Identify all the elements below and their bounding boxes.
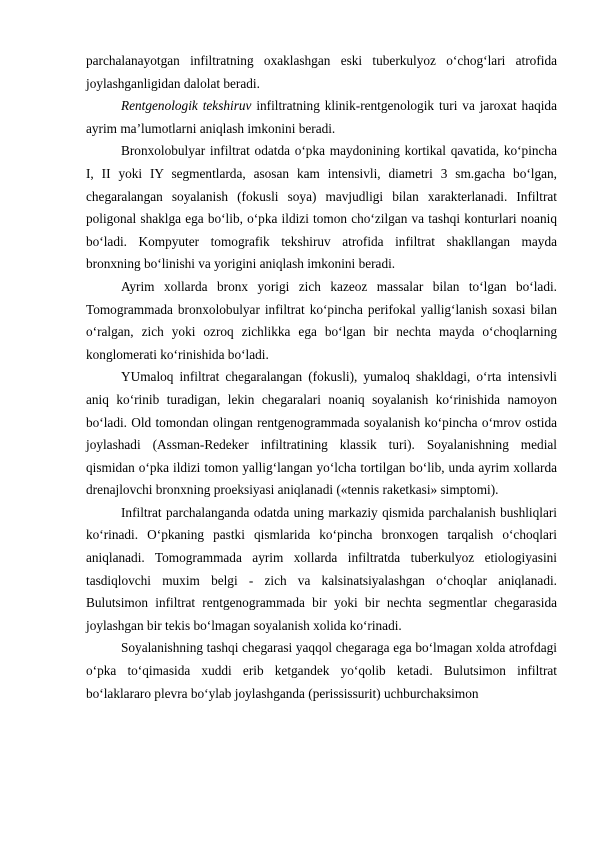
- paragraph-text: infiltratning klinik-rentgenologik turi va jaroxat haqida ayrim ma’lumotlarni aniqlash imkonini beradi.: [86, 98, 557, 136]
- paragraph-bronxolobulyar: [86, 140, 557, 276]
- paragraph-rentgenologik-tekshiruv: [86, 95, 557, 140]
- paragraph-italic-lead: Rentgenologik tekshiruv: [121, 98, 252, 114]
- document-page: [86, 50, 557, 705]
- paragraph-text: parchalanayotgan infiltratning oxaklashgan eski tuberkulyoz o‘chog‘lari atrofida joylashganligidan dalolat beradi.: [86, 53, 557, 91]
- paragraph-yumaloq-infiltrat: [86, 366, 557, 502]
- paragraph-text: Bronxolobulyar infiltrat odatda o‘pka maydonining kortikal qavatida, ko‘pincha I, II yoki IY segmentlarda, asosan kam intensivli, diametri 3 sm.gacha bo‘lgan, chegaralangan soyalanish (fokusli soya) mavjudligi bilan xarakterlanadi. Infiltrat poligonal shaklga ega bo‘lib, o‘pka ildizi tomon cho‘zilgan va tashqi konturlari noaniq bo‘ladi. Kompyuter tomografik tekshiruv atrofida infiltrat shakllangan mayda bronxning bo‘linishi va yorigini aniqlash imkonini beradi.: [86, 143, 557, 272]
- paragraph-soyalanishning-chegarasi: [86, 637, 557, 705]
- paragraph-text: YUmaloq infiltrat chegaralangan (fokusli), yumaloq shakldagi, o‘rta intensivli aniq ko‘rinib turadigan, lekin chegaralari noaniq soyalanish ko‘rinishida namoyon bo‘ladi. Old tomondan olingan rentgenogrammada soyalanish ko‘pincha o‘mrov ostida joylashadi (Assman-Redeker infiltratining klassik turi). Soyalanishning medial qismidan o‘pka ildizi tomon yallig‘langan yo‘lcha tortilgan bo‘lib, unda ayrim xollarda drenajlovchi bronxning proeksiyasi aniqlanadi («tennis raketkasi» simptomi).: [86, 369, 557, 498]
- paragraph-bronx-yorigi: [86, 276, 557, 366]
- paragraph-text: Ayrim xollarda bronx yorigi zich kazeoz massalar bilan to‘lgan bo‘ladi. Tomogrammada bronxolobulyar infiltrat ko‘pincha perifokal yallig‘lanish soxasi bilan o‘ralgan, zich yoki ozroq zichlikka ega bo‘lgan bir nechta mayda o‘choqlarning konglomerati ko‘rinishida bo‘ladi.: [86, 278, 557, 362]
- paragraph-infiltrat-parchalanganda: [86, 502, 557, 638]
- paragraph-text: Infiltrat parchalanganda odatda uning markaziy qismida parchalanish bushliqlari ko‘rinadi. O‘pkaning pastki qismlarida ko‘pincha bronxogen tarqalish o‘choqlari aniqlanadi. Tomogrammada ayrim xollarda infiltratda tuberkulyoz etiologiyasini tasdiqlovchi muxim belgi - zich va kalsinatsiyalashgan o‘choqlar aniqlanadi. Bulutsimon infiltrat rentgenogrammada bir yoki bir nechta segmentlar chegarasida joylashgan bir tekis bo‘lmagan soyalanish xolida ko‘rinadi.: [86, 504, 557, 633]
- paragraph-continuation: [86, 50, 557, 95]
- paragraph-text: Soyalanishning tashqi chegarasi yaqqol chegaraga ega bo‘lmagan xolda atrofdagi o‘pka to‘qimasida xuddi erib ketgandek yo‘qolib ketadi. Bulutsimon infiltrat bo‘laklararo plevra bo‘ylab joylashganda (perississurit) uchburchaksimon: [86, 640, 557, 701]
